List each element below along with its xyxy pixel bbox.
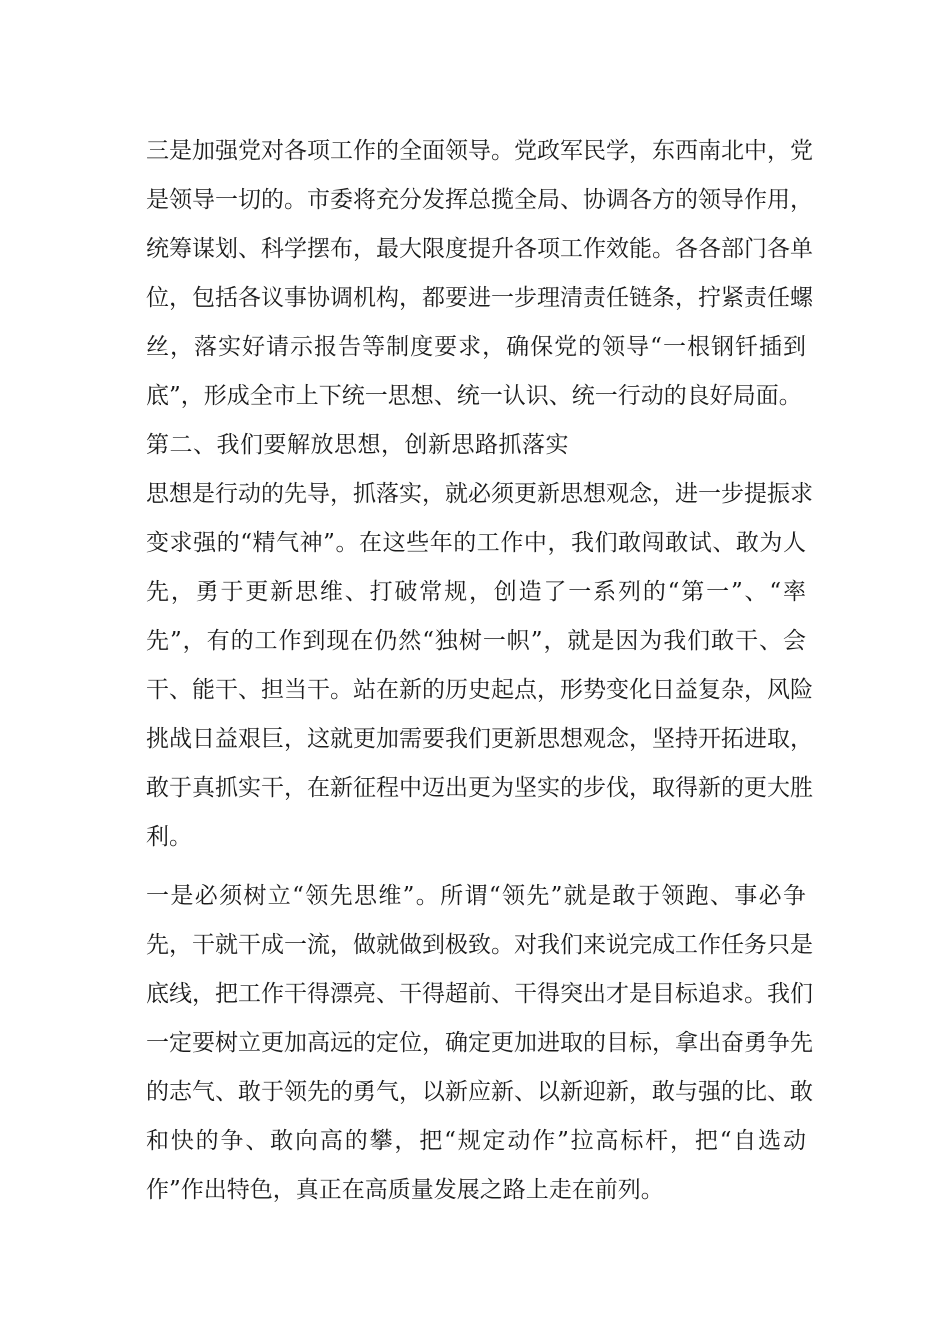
text-line: 一是必须树立“领先思维”。所谓“领先”就是敢于领跑、事必争: [146, 883, 806, 909]
text-line: 一定要树立更加高远的定位，确定更加进取的目标，拿出奋勇争先: [146, 1030, 813, 1056]
text-line: 先”，有的工作到现在仍然“独树一帜”，就是因为我们敢干、会: [146, 628, 806, 654]
text-line: 挑战日益艰巨，这就更加需要我们更新思想观念，坚持开拓进取，: [146, 726, 813, 752]
text-line: 利。: [146, 824, 192, 850]
text-line: 先，勇于更新思维、打破常规，创造了一系列的“第一”、“率: [146, 579, 806, 605]
text-line: 思想是行动的先导，抓落实，就必须更新思想观念，进一步提振求: [146, 481, 813, 507]
text-line: 底线，把工作干得漂亮、干得超前、干得突出才是目标追求。我们: [146, 981, 813, 1007]
text-line: 位，包括各议事协调机构，都要进一步理清责任链条，拧紧责任螺: [146, 285, 813, 311]
text-line: 变求强的“精气神”。在这些年的工作中，我们敢闯敢试、敢为人: [146, 530, 806, 556]
text-line: 和快的争、敢向高的攀，把“规定动作”拉高标杆，把“自选动: [146, 1128, 806, 1154]
section-heading: 第二、我们要解放思想，创新思路抓落实: [146, 432, 569, 458]
text-line: 干、能干、担当干。站在新的历史起点，形势变化日益复杂，风险: [146, 677, 813, 703]
text-line: 三是加强党对各项工作的全面领导。党政军民学，东西南北中，党: [146, 138, 813, 164]
text-line: 敢于真抓实干，在新征程中迈出更为坚实的步伐，取得新的更大胜: [146, 775, 813, 801]
text-line: 的志气、敢于领先的勇气，以新应新、以新迎新，敢与强的比、敢: [146, 1079, 813, 1105]
text-line: 统筹谋划、科学摆布，最大限度提升各项工作效能。各各部门各单: [146, 236, 813, 262]
text-line: 先，干就干成一流，做就做到极致。对我们来说完成工作任务只是: [146, 932, 813, 958]
text-line: 是领导一切的。市委将充分发挥总揽全局、协调各方的领导作用，: [146, 187, 813, 213]
text-line: 底”，形成全市上下统一思想、统一认识、统一行动的良好局面。: [146, 383, 802, 409]
text-line: 丝，落实好请示报告等制度要求，确保党的领导“一根钢钎插到: [146, 334, 806, 360]
text-line: 作”作出特色，真正在高质量发展之路上走在前列。: [146, 1177, 664, 1203]
